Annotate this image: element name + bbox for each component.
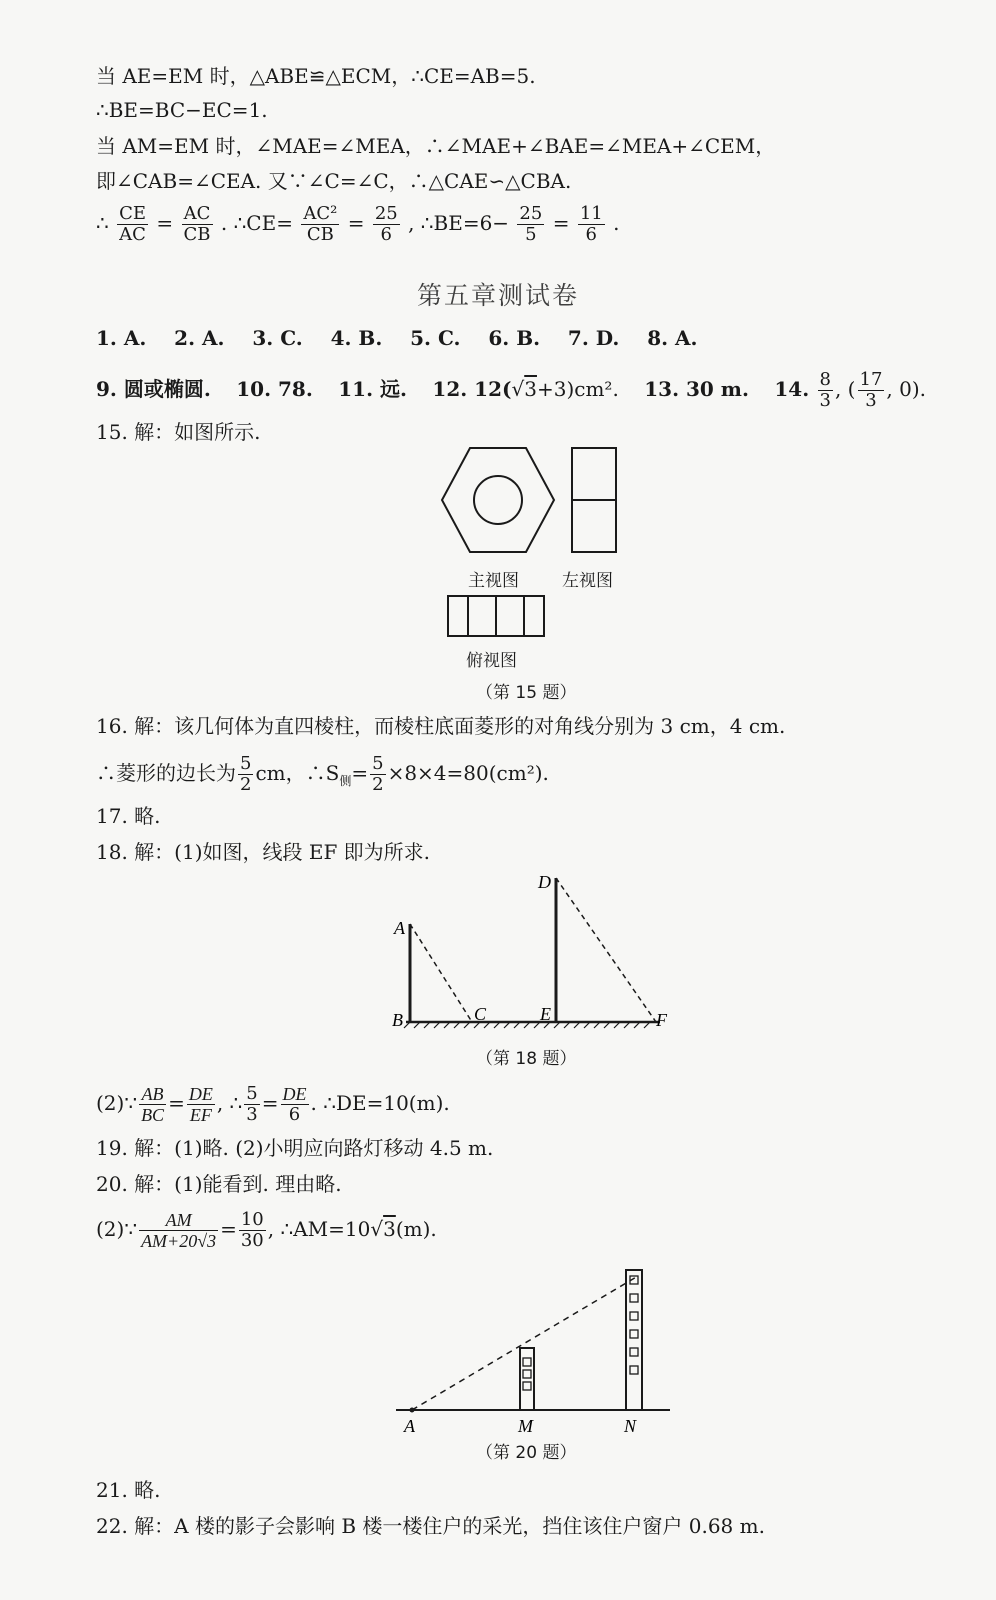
text: =: [156, 211, 174, 235]
q15-text: 15. 解：如图所示.: [96, 420, 261, 444]
figure-15: [440, 446, 620, 666]
denominator: CB: [306, 224, 334, 245]
answers-row-1: 1. A. 2. A. 3. C. 4. B. 5. C. 6. B. 7. D. 8. A.: [96, 326, 698, 350]
window: [630, 1366, 638, 1374]
text: , ∴AM=10: [267, 1217, 371, 1241]
building-m: [520, 1348, 534, 1410]
fraction: [578, 204, 605, 245]
intro-line-5: [96, 204, 619, 245]
caption-figure-15: （第 15 题）: [476, 683, 577, 703]
q22-text: 22. 解：A 楼的影子会影响 B 楼一楼住户的采光，挡住该住户窗户 0.68 m.: [96, 1514, 765, 1538]
q18-text: 18. 解：(1)如图，线段 EF 即为所求.: [96, 840, 431, 864]
text: , ∴: [216, 1091, 243, 1115]
denominator: 6: [380, 224, 392, 245]
numerator: 5: [240, 753, 252, 774]
denominator: BC: [141, 1105, 165, 1125]
text: , 0).: [886, 377, 927, 401]
denominator: 3: [246, 1104, 258, 1125]
text: +3)cm².: [536, 377, 619, 401]
numerator: AM: [139, 1210, 218, 1231]
fraction: [373, 204, 400, 245]
numerator: CE: [119, 203, 147, 224]
text: cm，∴S: [255, 761, 340, 785]
label-left-view: 左视图: [562, 571, 613, 591]
numerator: 17: [859, 369, 883, 390]
fraction: [244, 1084, 259, 1125]
label-d: D: [538, 872, 551, 892]
text: (m).: [395, 1217, 437, 1241]
q20-line-1: 20. 解：(1)能看到. 理由略.: [96, 1172, 342, 1196]
fraction: [187, 1084, 215, 1125]
denominator: CB: [183, 224, 211, 245]
window: [630, 1348, 638, 1356]
text: 14.: [774, 377, 810, 401]
label-n: N: [624, 1416, 637, 1436]
text: ∴: [96, 211, 109, 235]
text: ∴菱形的边长为: [96, 761, 236, 785]
text: 12. 12(: [432, 377, 512, 401]
label-f: F: [656, 1010, 667, 1030]
dashed-df: [556, 878, 656, 1022]
text: , ∴BE=6−: [408, 211, 510, 235]
fraction: [117, 204, 148, 245]
hexagon-shape: [442, 448, 554, 552]
numerator: 5: [246, 1083, 258, 1104]
fraction: [301, 204, 339, 245]
text: =: [351, 761, 369, 785]
denominator: EF: [189, 1105, 212, 1125]
text: .: [613, 211, 620, 235]
window: [523, 1382, 531, 1390]
fraction: [238, 754, 253, 795]
numerator: 10: [240, 1209, 264, 1230]
text: , (: [834, 377, 856, 401]
q20-line-2: (2)∵ $\frac{AM}{AM+20√3}$ = $\frac{10}{30}$ , ∴AM=10√3(m).: [96, 1209, 437, 1251]
answers-row-2: [96, 370, 926, 411]
dashed-ac: [410, 924, 472, 1022]
text: (2)∵: [96, 1217, 138, 1241]
fraction: [239, 1210, 266, 1251]
q19-text: 19. 解：(1)略. (2)小明应向路灯移动 4.5 m.: [96, 1136, 494, 1160]
label-top-view: 俯视图: [466, 651, 517, 671]
answer-11: 11. 远.: [338, 377, 407, 401]
circle-shape: [474, 476, 522, 524]
numerator: 5: [372, 753, 384, 774]
denominator: 2: [240, 774, 252, 795]
fraction: [281, 1084, 309, 1125]
text: . ∴CE=: [220, 211, 293, 235]
q16-line-1: 16. 解：该几何体为直四棱柱，而棱柱底面菱形的对角线分别为 3 cm，4 cm.: [96, 714, 786, 738]
text: =: [347, 211, 365, 235]
intro-line-2: ∴BE=BC−EC=1.: [96, 98, 268, 122]
answer-14: [774, 369, 927, 411]
window: [630, 1312, 638, 1320]
denominator: 3: [819, 390, 831, 411]
denominator: 6: [585, 224, 597, 245]
fraction: [370, 754, 385, 795]
figure-18: [380, 864, 680, 1044]
numerator: AC²: [303, 203, 338, 224]
caption-figure-18: （第 18 题）: [476, 1049, 577, 1069]
label-a: A: [404, 1416, 415, 1436]
text: =: [261, 1091, 279, 1115]
numerator: 11: [579, 203, 603, 224]
building-n: [626, 1270, 642, 1410]
label-c: C: [474, 1004, 487, 1024]
q17-text: 17. 略.: [96, 804, 161, 828]
q21-text: 21. 略.: [96, 1478, 161, 1502]
window: [523, 1370, 531, 1378]
fraction: [858, 370, 885, 411]
text: ×8×4=80(cm²).: [387, 761, 549, 785]
numerator: AB: [139, 1084, 166, 1105]
caption-figure-20: （第 20 题）: [476, 1443, 577, 1463]
window: [630, 1294, 638, 1302]
fraction: [818, 370, 833, 411]
text: =: [168, 1091, 185, 1115]
figure-20: [390, 1264, 680, 1444]
window: [630, 1330, 638, 1338]
text: =: [220, 1217, 237, 1241]
numerator: AC: [182, 204, 213, 225]
sqrt: 3: [207, 1231, 217, 1251]
label-front-view: 主视图: [468, 571, 519, 591]
answer-12: 12. 12(√3+3)cm².: [432, 377, 619, 401]
numerator: 25: [519, 203, 543, 224]
numerator: 25: [374, 203, 398, 224]
denominator: 30: [240, 1230, 264, 1251]
sqrt: 3: [383, 1217, 396, 1241]
denominator: 6: [288, 1104, 301, 1125]
point-a: [410, 1408, 415, 1413]
text: =: [552, 211, 570, 235]
label-a: A: [394, 918, 405, 938]
q18-line-2: [96, 1084, 450, 1125]
fraction: [139, 1084, 166, 1125]
label-e: E: [540, 1004, 551, 1024]
fraction: [139, 1210, 218, 1251]
fraction: [182, 204, 213, 245]
intro-line-4: 即∠CAB=∠CEA. 又∵∠C=∠C，∴△CAE∽△CBA.: [96, 169, 572, 193]
q16-line-2: [96, 754, 549, 795]
denominator: 3: [865, 390, 877, 411]
text: . ∴DE=10(m).: [310, 1091, 450, 1115]
intro-line-1: 当 AE=EM 时，△ABE≌△ECM，∴CE=AB=5.: [96, 64, 536, 88]
answer-10: 10. 78.: [236, 377, 313, 401]
intro-line-3: 当 AM=EM 时，∠MAE=∠MEA，∴∠MAE+∠BAE=∠MEA+∠CEM，: [96, 134, 776, 158]
label-m: M: [518, 1416, 533, 1436]
fraction: [517, 204, 544, 245]
label-b: B: [392, 1010, 403, 1030]
chapter-title: 第五章测试卷: [416, 281, 579, 310]
denominator: 5: [525, 224, 537, 245]
denominator: 2: [372, 774, 384, 795]
text: (2)∵: [96, 1091, 138, 1115]
numerator: DE: [282, 1084, 307, 1104]
numerator: 8: [819, 369, 831, 390]
numerator: DE: [188, 1084, 213, 1104]
denominator: AM+20√3: [141, 1231, 217, 1251]
subscript: 侧: [339, 774, 352, 788]
sqrt: 3: [524, 377, 537, 401]
window: [523, 1358, 531, 1366]
text: AM+20: [141, 1231, 198, 1251]
denominator: AC: [119, 224, 146, 245]
answer-9: 9. 圆或椭圆.: [96, 377, 211, 401]
answer-13: 13. 30 m.: [644, 377, 749, 401]
